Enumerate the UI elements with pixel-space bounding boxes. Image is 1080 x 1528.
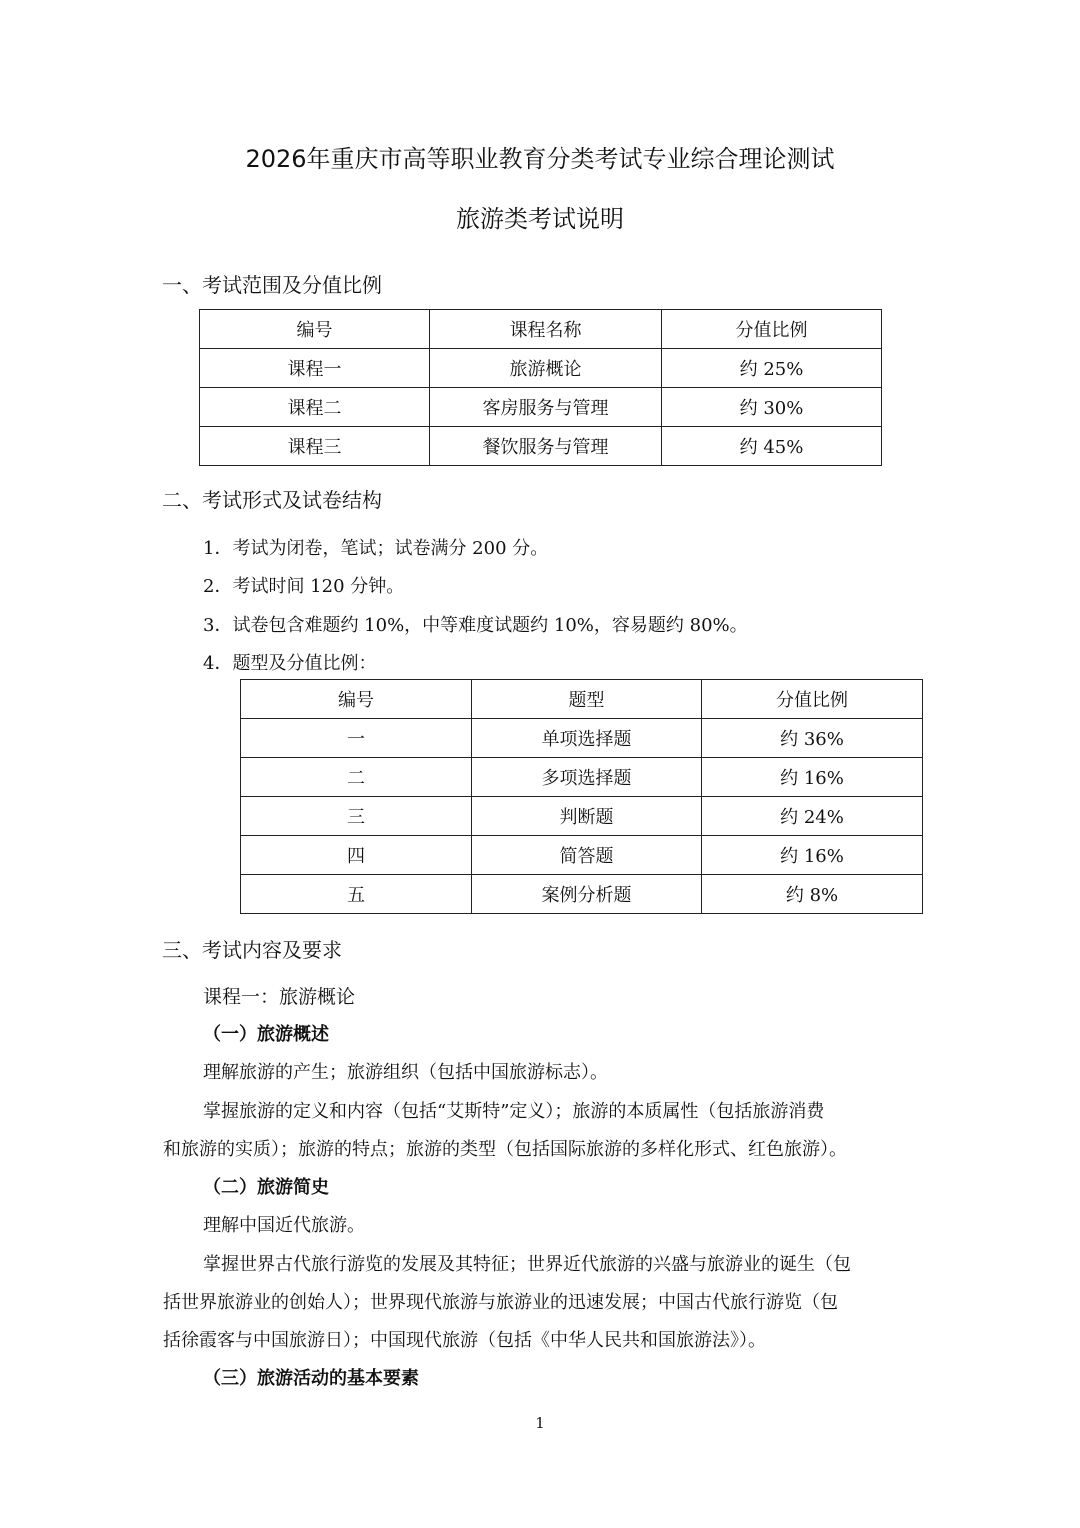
- paragraph-line: 括徐霞客与中国旅游日）；中国现代旅游（包括《中华人民共和国旅游法》）。: [163, 1330, 766, 1351]
- table-cell: 餐饮服务与管理: [430, 427, 662, 466]
- list-item: 3．试卷包含难题约 10%，中等难度试题约 10%，容易题约 80%。: [203, 615, 748, 636]
- subsection-heading: （一）旅游概述: [203, 1024, 329, 1045]
- page-number: 1: [535, 1414, 545, 1432]
- table-cell: 课程三: [200, 427, 430, 466]
- paragraph: 理解中国近代旅游。: [203, 1215, 365, 1236]
- table-cell: 单项选择题: [472, 719, 702, 758]
- table-cell: 三: [241, 797, 472, 836]
- table-row: [241, 758, 923, 797]
- course1-heading: 课程一：旅游概论: [203, 986, 356, 1008]
- table-cell: 约 30%: [662, 388, 882, 427]
- table-cell: 约 16%: [702, 836, 923, 875]
- table-row: [241, 875, 923, 914]
- table-cell: 多项选择题: [472, 758, 702, 797]
- paragraph-line: 和旅游的实质）；旅游的特点；旅游的类型（包括国际旅游的多样化形式、红色旅游）。: [163, 1139, 847, 1160]
- table-row: [241, 719, 923, 758]
- table-cell: 约 45%: [662, 427, 882, 466]
- table-cell: 约 16%: [702, 758, 923, 797]
- paragraph-line: 括世界旅游业的创始人）；世界现代旅游与旅游业的迅速发展；中国古代旅行游览（包: [163, 1292, 838, 1313]
- table-row: [200, 427, 882, 466]
- table-cell: 判断题: [472, 797, 702, 836]
- table-cell: 约 8%: [702, 875, 923, 914]
- table-header-cell: 编号: [200, 310, 430, 349]
- table-cell: 四: [241, 836, 472, 875]
- table-cell: 客房服务与管理: [430, 388, 662, 427]
- subsection-heading: （三）旅游活动的基本要素: [203, 1368, 419, 1389]
- table-header-cell: 课程名称: [430, 310, 662, 349]
- paragraph-line: 掌握旅游的定义和内容（包括“艾斯特”定义）；旅游的本质属性（包括旅游消费: [203, 1101, 825, 1122]
- section1-heading: 一、考试范围及分值比例: [162, 273, 382, 297]
- table-header-row: [241, 680, 923, 719]
- table-cell: 一: [241, 719, 472, 758]
- section3-heading: 三、考试内容及要求: [162, 938, 342, 962]
- list-item: 4．题型及分值比例：: [203, 653, 377, 674]
- subsection-heading: （二）旅游简史: [203, 1177, 329, 1198]
- table-row: [200, 349, 882, 388]
- table-row: [241, 797, 923, 836]
- table-cell: 旅游概论: [430, 349, 662, 388]
- paragraph: 理解旅游的产生；旅游组织（包括中国旅游标志）。: [203, 1062, 608, 1083]
- table-header-cell: 分值比例: [702, 680, 923, 719]
- table-header-cell: 分值比例: [662, 310, 882, 349]
- list-item: 2．考试时间 120 分钟。: [203, 576, 405, 597]
- table-cell: 二: [241, 758, 472, 797]
- course-score-table: [199, 309, 882, 466]
- question-type-table: [240, 679, 923, 914]
- table-cell: 案例分析题: [472, 875, 702, 914]
- list-item: 1．考试为闭卷，笔试；试卷满分 200 分。: [203, 538, 549, 559]
- table-row: [241, 836, 923, 875]
- table-cell: 约 24%: [702, 797, 923, 836]
- table-cell: 简答题: [472, 836, 702, 875]
- doc-title-line2: 旅游类考试说明: [456, 205, 624, 233]
- doc-title-line1: 2026年重庆市高等职业教育分类考试专业综合理论测试: [245, 145, 835, 173]
- table-header-cell: 编号: [241, 680, 472, 719]
- paragraph-line: 掌握世界古代旅行游览的发展及其特征；世界近代旅游的兴盛与旅游业的诞生（包: [203, 1254, 851, 1275]
- table-row: [200, 388, 882, 427]
- table-cell: 课程二: [200, 388, 430, 427]
- table-header-cell: 题型: [472, 680, 702, 719]
- table-cell: 五: [241, 875, 472, 914]
- table-cell: 课程一: [200, 349, 430, 388]
- table-cell: 约 36%: [702, 719, 923, 758]
- table-header-row: [200, 310, 882, 349]
- table-cell: 约 25%: [662, 349, 882, 388]
- section2-heading: 二、考试形式及试卷结构: [162, 488, 382, 512]
